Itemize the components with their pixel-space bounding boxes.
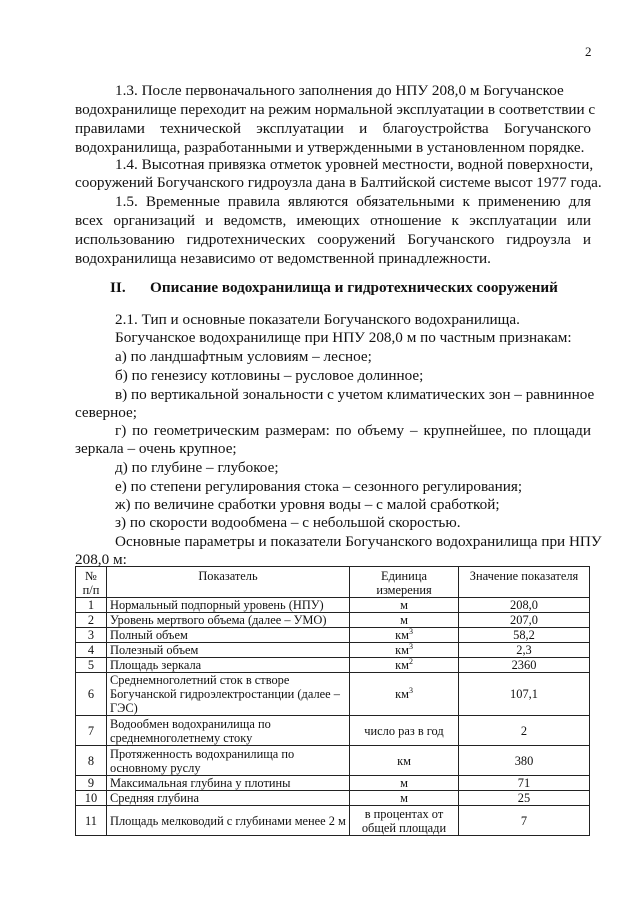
row-unit: число раз в год xyxy=(364,723,444,738)
row-indicator: Протяженность водохранилища по основному руслу xyxy=(107,746,350,776)
row-number: 11 xyxy=(76,806,107,836)
row-unit-cell xyxy=(350,791,459,806)
section-line-2: Богучанское водохранилище при НПУ 208,0 м по частным признакам: xyxy=(115,329,572,346)
row-number: 7 xyxy=(76,716,107,746)
row-unit-cell xyxy=(350,806,459,836)
row-value: 7 xyxy=(459,806,590,836)
row-unit-exponent: 3 xyxy=(408,641,413,651)
row-unit: м xyxy=(400,776,408,790)
section-line-13: Основные параметры и показатели Богучанского водохранилища при НПУ xyxy=(115,533,602,550)
row-unit: км xyxy=(397,753,411,768)
parameters-table xyxy=(75,566,590,836)
table-row xyxy=(76,716,590,746)
row-value: 2 xyxy=(459,716,590,746)
row-value: 107,1 xyxy=(459,673,590,716)
table-row xyxy=(76,806,590,836)
row-number: 6 xyxy=(76,673,107,716)
row-indicator: Площадь зеркала xyxy=(107,658,350,673)
row-unit: км xyxy=(395,687,409,701)
row-value: 71 xyxy=(459,776,590,791)
header-indicator: Показатель xyxy=(107,567,350,598)
table-row xyxy=(76,628,590,643)
table-row xyxy=(76,658,590,673)
section-line-8: зеркала – очень крупное; xyxy=(75,440,237,457)
paragraph-1-3-line-3: правилами технической эксплуатации и благоустройства Богучанского xyxy=(75,120,591,137)
paragraph-1-3-line-2: водохранилище переходит на режим нормальной эксплуатации в соответствии с xyxy=(75,101,596,118)
paragraph-1-3-line-4: водохранилища, разработанными и утвержденными в установленном порядке. xyxy=(75,139,585,156)
row-number: 1 xyxy=(76,598,107,613)
paragraph-1-5-line-2: всех организаций и ведомств, имеющих отношение к эксплуатации или xyxy=(75,212,591,229)
table-row xyxy=(76,746,590,776)
table-row xyxy=(76,791,590,806)
table-row xyxy=(76,613,590,628)
row-value: 208,0 xyxy=(459,598,590,613)
table-header-row xyxy=(76,567,590,598)
row-value: 58,2 xyxy=(459,628,590,643)
header-unit-line-2: измерения xyxy=(376,583,432,597)
row-unit-cell xyxy=(350,716,459,746)
row-unit-exponent: 2 xyxy=(408,656,413,666)
paragraph-1-3-line-1: 1.3. После первоначального заполнения до НПУ 208,0 м Богучанское xyxy=(115,82,564,99)
row-unit: м xyxy=(400,791,408,805)
header-value: Значение показателя xyxy=(459,567,590,598)
paragraph-1-5-line-4: водохранилища независимо от ведомственной принадлежности. xyxy=(75,250,491,267)
row-number: 8 xyxy=(76,746,107,776)
row-value: 380 xyxy=(459,746,590,776)
section-line-11: ж) по величине сработки уровня воды – с малой сработкой; xyxy=(115,496,500,513)
row-number: 3 xyxy=(76,628,107,643)
row-unit: км xyxy=(395,658,409,672)
row-number: 10 xyxy=(76,791,107,806)
row-indicator: Максимальная глубина у плотины xyxy=(107,776,350,791)
header-unit-line-1: Единица xyxy=(381,569,427,583)
row-value: 207,0 xyxy=(459,613,590,628)
row-indicator: Среднемноголетний сток в створе Богучанской гидроэлектростанции (далее – ГЭС) xyxy=(107,673,350,716)
row-indicator: Нормальный подпорный уровень (НПУ) xyxy=(107,598,350,613)
section-line-5: в) по вертикальной зональности с учетом климатических зон – равнинное xyxy=(115,386,595,403)
paragraph-1-5-line-1: 1.5. Временные правила являются обязательными к применению для xyxy=(115,193,591,210)
header-unit xyxy=(350,567,459,598)
row-unit-exponent: 3 xyxy=(408,685,413,695)
section-line-1: 2.1. Тип и основные показатели Богучанского водохранилища. xyxy=(115,311,520,328)
row-indicator: Уровень мертвого объема (далее – УМО) xyxy=(107,613,350,628)
section-line-3: а) по ландшафтным условиям – лесное; xyxy=(115,348,372,365)
row-indicator: Водообмен водохранилища по среднемноголетнему стоку xyxy=(107,716,350,746)
row-unit-cell xyxy=(350,776,459,791)
row-indicator: Полезный объем xyxy=(107,643,350,658)
row-unit: км xyxy=(395,628,409,642)
section-line-9: д) по глубине – глубокое; xyxy=(115,459,279,476)
table-row xyxy=(76,673,590,716)
section-line-4: б) по генезису котловины – русловое долинное; xyxy=(115,367,424,384)
row-unit: км xyxy=(395,643,409,657)
row-unit-exponent: 3 xyxy=(408,626,413,636)
row-unit-cell xyxy=(350,598,459,613)
row-number: 5 xyxy=(76,658,107,673)
section-number: II. xyxy=(110,279,126,296)
row-unit-cell xyxy=(350,628,459,643)
row-unit-cell xyxy=(350,643,459,658)
row-value: 2,3 xyxy=(459,643,590,658)
row-unit: в процентах от общей площади xyxy=(361,806,447,835)
row-number: 2 xyxy=(76,613,107,628)
row-value: 25 xyxy=(459,791,590,806)
paragraph-1-4-line-2: сооружений Богучанского гидроузла дана в Балтийской системе высот 1977 года. xyxy=(75,174,602,191)
header-num-line-2: п/п xyxy=(82,583,100,597)
row-unit-cell xyxy=(350,673,459,716)
row-indicator: Полный объем xyxy=(107,628,350,643)
row-unit: м xyxy=(400,613,408,627)
row-number: 4 xyxy=(76,643,107,658)
table-row xyxy=(76,598,590,613)
section-line-14: 208,0 м: xyxy=(75,551,127,568)
table-row xyxy=(76,776,590,791)
section-line-6: северное; xyxy=(75,404,137,421)
header-num-line-1: № xyxy=(85,569,97,583)
row-number: 9 xyxy=(76,776,107,791)
section-line-7: г) по геометрическим размерам: по объему – крупнейшее, по площади xyxy=(115,422,591,439)
section-line-10: е) по степени регулирования стока – сезонного регулирования; xyxy=(115,478,523,495)
page-number: 2 xyxy=(585,44,592,59)
header-num xyxy=(76,567,107,598)
row-unit-cell xyxy=(350,746,459,776)
row-unit-cell xyxy=(350,613,459,628)
row-value: 2360 xyxy=(459,658,590,673)
row-unit-cell xyxy=(350,658,459,673)
section-title: Описание водохранилища и гидротехнических сооружений xyxy=(150,279,558,296)
row-indicator: Площадь мелководий с глубинами менее 2 м xyxy=(107,806,350,836)
table-row xyxy=(76,643,590,658)
paragraph-1-4-line-1: 1.4. Высотная привязка отметок уровней местности, водной поверхности, xyxy=(115,156,594,173)
paragraph-1-5-line-3: использованию гидротехнических сооружений Богучанского гидроузла и xyxy=(75,231,591,248)
row-unit: м xyxy=(400,598,408,612)
row-indicator: Средняя глубина xyxy=(107,791,350,806)
section-line-12: з) по скорости водообмена – с небольшой скоростью. xyxy=(115,514,461,531)
